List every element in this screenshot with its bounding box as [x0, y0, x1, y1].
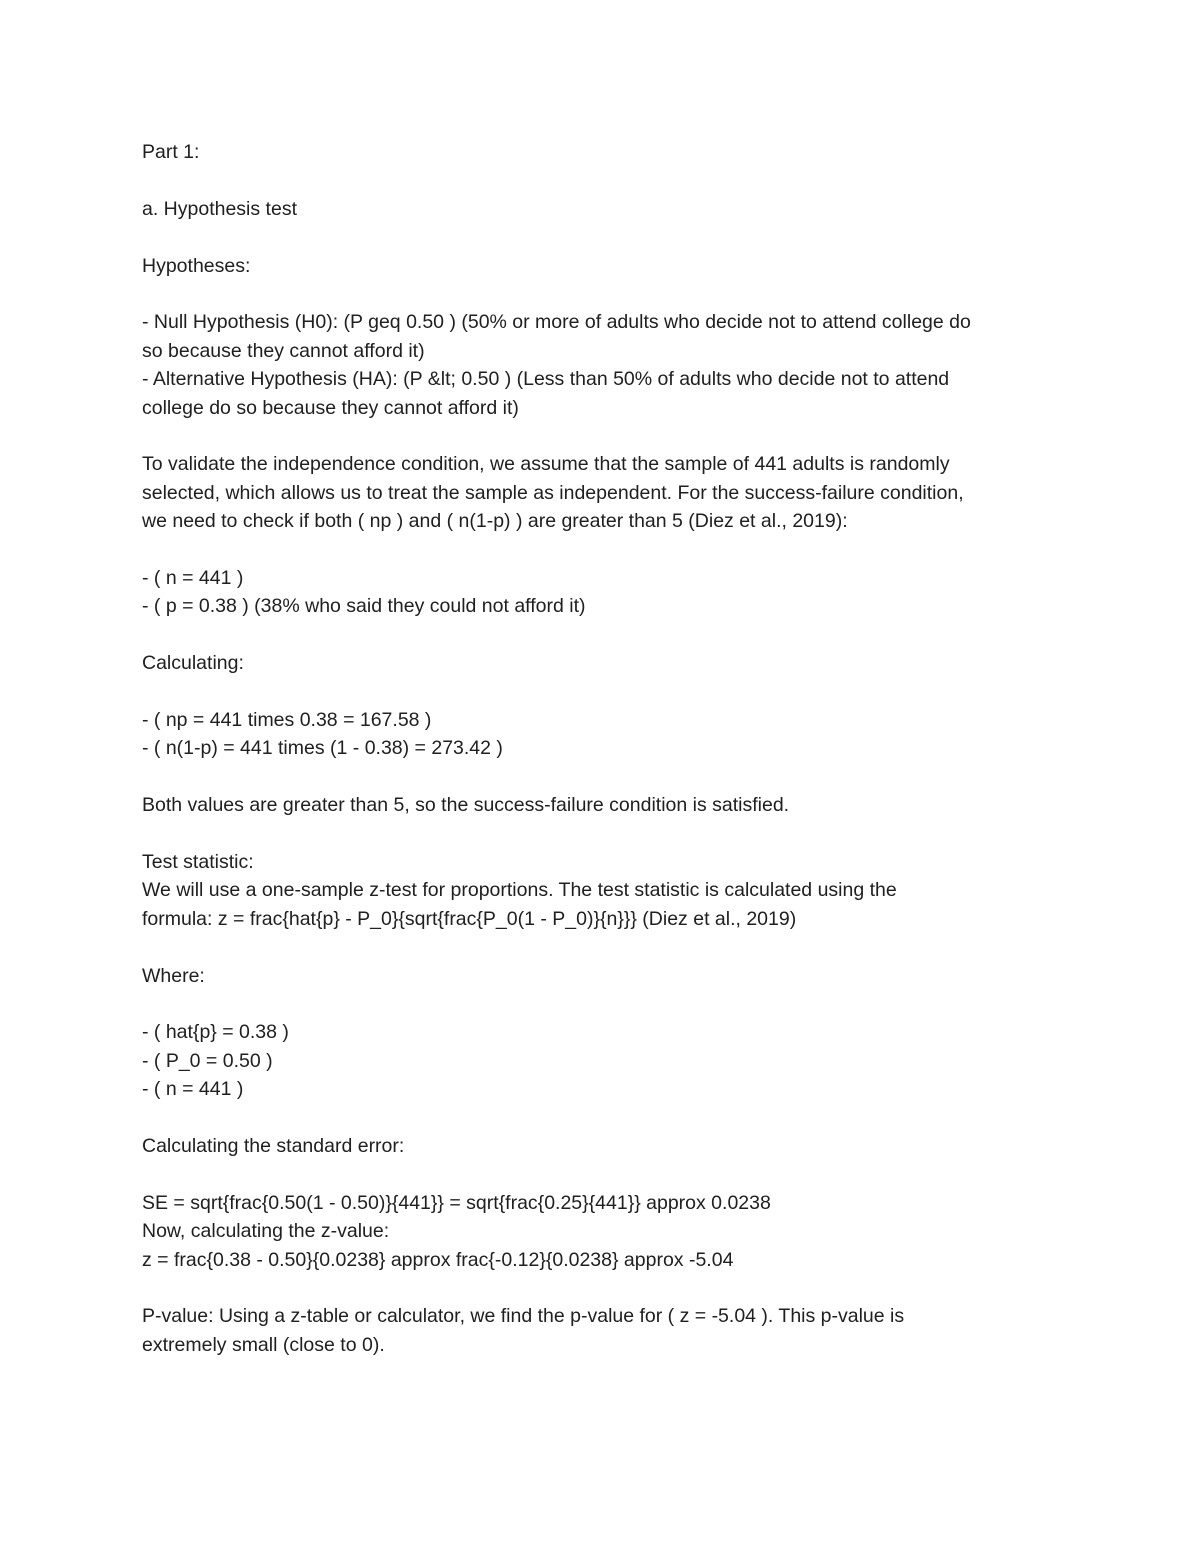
blank-line: [142, 280, 1072, 308]
test-statistic-line-1: We will use a one-sample z-test for proportions. The test statistic is calculated using the: [142, 879, 897, 902]
standard-error-heading: Calculating the standard error:: [142, 1135, 405, 1158]
null-hypothesis-line-1: - Null Hypothesis (H0): (P geq 0.50 ) (50% or more of adults who decide not to attend college do: [142, 311, 971, 334]
where-phat: - ( hat{p} = 0.38 ): [142, 1021, 289, 1044]
blank-line: [142, 678, 1072, 706]
blank-line: [142, 1160, 1072, 1188]
standard-error-formula: SE = sqrt{frac{0.50(1 - 0.50)}{441}} = sqrt{frac{0.25}{441}} approx 0.0238: [142, 1191, 771, 1214]
document-body: [142, 138, 1072, 1359]
blank-line: [142, 990, 1072, 1018]
part-title: Part 1:: [142, 141, 200, 163]
independence-paragraph-line-2: selected, which allows us to treat the sample as independent. For the success-failure condition,: [142, 481, 964, 504]
alternative-hypothesis-line-2: college do so because they cannot afford it): [142, 396, 519, 419]
blank-line: [142, 223, 1072, 251]
calc-n1p: - ( n(1-p) = 441 times (1 - 0.38) = 273.42 ): [142, 737, 503, 760]
independence-paragraph-line-3: we need to check if both ( np ) and ( n(1-p) ) are greater than 5 (Diez et al., 2019):: [142, 510, 848, 533]
z-value-formula: z = frac{0.38 - 0.50}{0.0238} approx frac{-0.12}{0.0238} approx -5.04: [142, 1248, 734, 1271]
test-statistic-line-2: formula: z = frac{hat{p} - P_0}{sqrt{frac{P_0(1 - P_0)}{n}}} (Diez et al., 2019): [142, 907, 797, 930]
blank-line: [142, 422, 1072, 450]
blank-line: [142, 763, 1072, 791]
blank-line: [142, 621, 1072, 649]
hypotheses-heading: Hypotheses:: [142, 254, 251, 277]
section-title: a. Hypothesis test: [142, 197, 297, 220]
blank-line: [142, 166, 1072, 194]
blank-line: [142, 1104, 1072, 1132]
blank-line: [142, 536, 1072, 564]
given-n: - ( n = 441 ): [142, 567, 244, 590]
independence-paragraph-line-1: To validate the independence condition, we assume that the sample of 441 adults is randomly: [142, 453, 950, 476]
blank-line: [142, 820, 1072, 848]
calculating-heading: Calculating:: [142, 652, 244, 675]
p-value-line-1: P-value: Using a z-table or calculator, we find the p-value for ( z = -5.04 ). This p-value is: [142, 1305, 905, 1328]
null-hypothesis-line-2: so because they cannot afford it): [142, 339, 425, 362]
blank-line: [142, 1274, 1072, 1302]
where-p0: - ( P_0 = 0.50 ): [142, 1049, 273, 1072]
blank-line: [142, 933, 1072, 961]
p-value-line-2: extremely small (close to 0).: [142, 1333, 385, 1356]
where-n: - ( n = 441 ): [142, 1078, 244, 1101]
z-value-heading: Now, calculating the z-value:: [142, 1220, 390, 1243]
calc-np: - ( np = 441 times 0.38 = 167.58 ): [142, 709, 432, 732]
where-heading: Where:: [142, 964, 205, 987]
test-statistic-heading: Test statistic:: [142, 851, 254, 874]
condition-satisfied: Both values are greater than 5, so the success-failure condition is satisfied.: [142, 794, 790, 817]
alternative-hypothesis-line-1: - Alternative Hypothesis (HA): (P &lt; 0.50 ) (Less than 50% of adults who decide not to attend: [142, 368, 950, 391]
given-p: - ( p = 0.38 ) (38% who said they could not afford it): [142, 595, 586, 618]
